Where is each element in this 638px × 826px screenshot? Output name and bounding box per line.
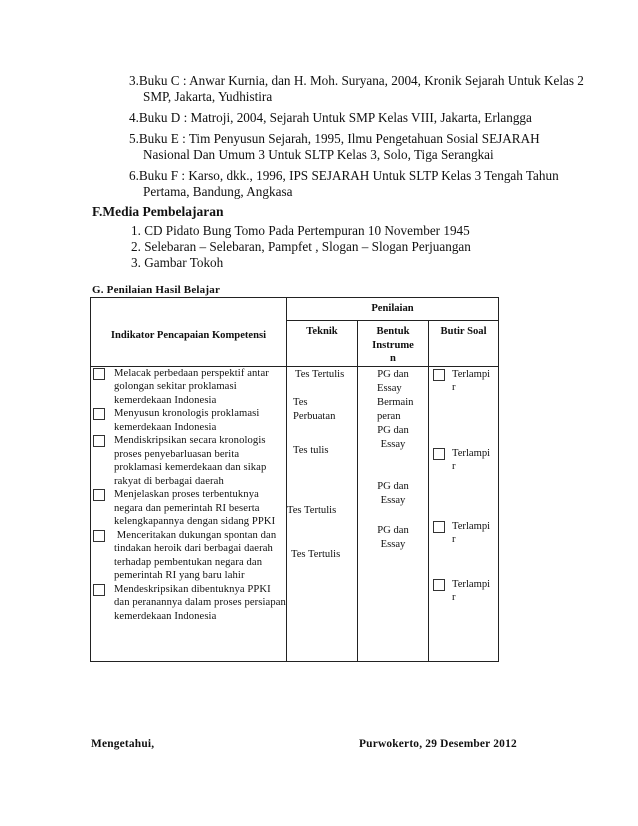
checkbox-icon — [433, 448, 445, 460]
bentuk-header-line: Instrume — [372, 339, 414, 351]
butir-text: r — [452, 382, 456, 393]
reference-text: Buku E : Tim Penyusun Sejarah, 1995, Ilmu Pengetahuan Sosial SEJARAH — [138, 131, 540, 146]
checkbox-icon — [93, 408, 105, 420]
checkbox-icon — [93, 368, 105, 380]
teknik-item: Tes — [293, 396, 308, 408]
indicator-text: Mendiskripsikan secara kronologis proses penyebarluasan berita proklamasi kemerdekaan dan sikap rakyat di berbagai daerah — [114, 435, 267, 487]
reference-continuation: SMP, Jakarta, Yudhistira — [143, 89, 273, 104]
bentuk-header-line: Bentuk — [376, 326, 410, 337]
checkbox-icon — [93, 530, 105, 542]
bentuk-item: Essay — [380, 438, 406, 450]
col-indikator-header: Indikator Pencapaian Kompetensi — [91, 298, 287, 367]
indicator-text: Melacak perbedaan perspektif antar golongan sekitar proklamasi kemerdekaan Indonesia — [114, 367, 269, 406]
reference-text: Buku F : Karso, dkk., 1996, IPS SEJARAH Untuk SLTP Kelas 3 Tengah Tahun — [138, 168, 559, 183]
teknik-item: Tes Tertulis — [287, 504, 337, 516]
reference-number: 5. — [129, 131, 139, 146]
checkbox-icon — [433, 579, 445, 591]
assessment-table — [90, 297, 499, 662]
bentuk-item: PG dan — [377, 368, 409, 380]
footer-right: Purwokerto, 29 Desember 2012 — [359, 738, 517, 750]
butir-text: r — [452, 534, 456, 545]
butir-item — [433, 520, 490, 547]
indicator-item — [93, 583, 286, 624]
butir-text: r — [452, 592, 456, 603]
butir-item — [433, 368, 490, 395]
checkbox-icon — [433, 521, 445, 533]
butir-text: Terlampi — [452, 578, 491, 590]
col-penilaian-header: Penilaian — [287, 298, 499, 321]
reference-continuation: Nasional Dan Umum 3 Untuk SLTP Kelas 3, Solo, Tiga Serangkai — [143, 147, 494, 162]
checkbox-icon — [93, 584, 105, 596]
teknik-item: Perbuatan — [293, 410, 336, 422]
indicator-item — [93, 434, 286, 488]
bentuk-item: PG dan — [377, 524, 409, 536]
media-item: 3. Gambar Tokoh — [131, 255, 224, 270]
indicator-item — [93, 367, 286, 408]
reference-item — [129, 168, 559, 184]
bentuk-item: Essay — [377, 382, 402, 394]
col-teknik-header: Teknik — [287, 321, 358, 367]
checkbox-icon — [93, 489, 105, 501]
reference-continuation: Pertama, Bandung, Angkasa — [143, 184, 293, 199]
indicator-cell — [91, 366, 287, 661]
indicator-text: Menyusun kronologis proklamasi kemerdekaan Indonesia — [114, 408, 260, 433]
media-heading: F.Media Pembelajaran — [92, 204, 224, 219]
indicator-text: Mendeskripsikan dibentuknya PPKI dan peranannya dalam proses persiapan kemerdekaan Indonesia — [114, 583, 286, 622]
bentuk-item: PG dan — [377, 424, 409, 436]
bentuk-item: PG dan — [377, 480, 409, 492]
butir-text: r — [452, 461, 456, 472]
reference-item — [129, 73, 584, 89]
reference-number: 3. — [129, 73, 139, 88]
checkbox-icon — [433, 369, 445, 381]
indicator-text: Menjelaskan proses terbentuknya negara dan pemerintah RI beserta kelengkapannya dengan sidang PPKI — [114, 489, 276, 527]
col-bentuk-header — [358, 321, 429, 367]
col-butir-header: Butir Soal — [429, 321, 499, 367]
bentuk-item: Bermain — [377, 396, 414, 408]
teknik-item: Tes Tertulis — [295, 368, 345, 380]
reference-number: 4. — [129, 110, 139, 125]
indicator-item — [93, 407, 286, 434]
bentuk-item: Essay — [380, 538, 406, 550]
butir-text: Terlampi — [452, 520, 491, 532]
bentuk-item: peran — [377, 410, 401, 422]
bentuk-item: Essay — [380, 494, 406, 506]
bentuk-header-line: n — [390, 353, 396, 364]
indicator-text: Menceritakan dukungan spontan dan tindakan heroik dari berbagai daerah terhadap pembentukan negara dan pemerintah RI yang baru lahir — [114, 529, 280, 581]
indicator-item — [93, 529, 286, 583]
bentuk-cell — [358, 366, 429, 661]
reference-text: Buku C : Anwar Kurnia, dan H. Moh. Suryana, 2004, Kronik Sejarah Untuk Kelas 2 — [138, 73, 584, 88]
reference-item — [129, 110, 532, 126]
reference-item — [129, 131, 540, 147]
butir-item — [433, 578, 490, 605]
teknik-item: Tes tulis — [293, 444, 329, 456]
indicator-item — [93, 488, 286, 529]
butir-cell — [429, 366, 499, 661]
butir-item — [433, 447, 490, 474]
teknik-cell — [287, 366, 358, 661]
butir-text: Terlampi — [452, 368, 491, 380]
media-item: 2. Selebaran – Selebaran, Pampfet , Slogan – Slogan Perjuangan — [131, 239, 471, 254]
reference-number: 6. — [129, 168, 139, 183]
teknik-item: Tes Tertulis — [291, 548, 341, 560]
assessment-heading: G. Penilaian Hasil Belajar — [92, 284, 221, 296]
reference-text: Buku D : Matroji, 2004, Sejarah Untuk SMP Kelas VIII, Jakarta, Erlangga — [138, 110, 532, 125]
butir-text: Terlampi — [452, 447, 491, 459]
checkbox-icon — [93, 435, 105, 447]
footer-left: Mengetahui, — [91, 738, 155, 750]
media-item: 1. CD Pidato Bung Tomo Pada Pertempuran 10 November 1945 — [131, 223, 470, 238]
